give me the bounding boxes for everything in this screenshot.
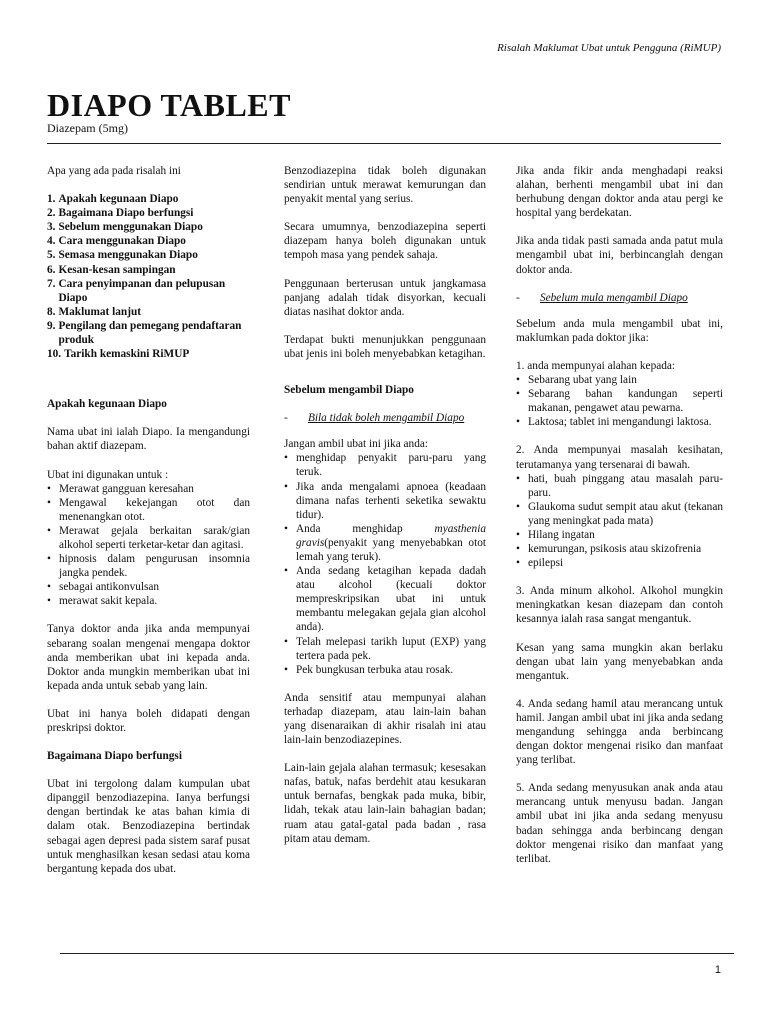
paragraph: 2. Anda mempunyai masalah kesihatan, terutamanya yang tersenarai di bawah. (516, 444, 723, 471)
paragraph: Jangan ambil ubat ini jika anda: (284, 438, 428, 451)
column-2 (284, 164, 486, 860)
table-of-contents (47, 192, 250, 361)
paragraph: 5. Anda sedang menyusukan anak anda atau merancang untuk menyusu badan. Jangan ambil ubat ini jika anda sedang menyusu badan sehingga anda berbincang dengan doktor mengenai risiko dan manfaat yang terlibat. (516, 782, 723, 865)
list-item: • Mengawal kekejangan otot dan menenangkan otot. (47, 496, 250, 524)
paragraph: Secara umumnya, benzodiazepina seperti diazepam hanya boleh digunakan untuk tempoh masa yang pendek sahaja. (284, 221, 486, 262)
paragraph: Benzodiazepina tidak boleh digunakan sendirian untuk merawat kemurungan dan penyakit mental yang serius. (284, 165, 486, 206)
contraindications-list (284, 451, 486, 677)
toc-item[interactable]: 2. Bagaimana Diapo berfungsi (47, 207, 194, 220)
document-title: DIAPO TABLET (47, 87, 291, 123)
list-item: • Anda menghidap myasthenia gravis(penyakit yang menyebabkan otot lemah yang teruk). (284, 522, 486, 564)
paragraph: Ubat ini hanya boleh didapati dengan preskripsi doktor. (47, 707, 250, 734)
paragraph: Sebelum anda mula mengambil ubat ini, maklumkan pada doktor jika: (516, 317, 723, 344)
paragraph: Jika anda tidak pasti samada anda patut mula mengambil ubat ini, berbincanglah dengan doktor anda. (516, 235, 723, 276)
section-heading-how-it-works: Bagaimana Diapo berfungsi (47, 750, 182, 763)
list-item: • Laktosa; tablet ini mengandungi laktosa. (516, 415, 723, 429)
paragraph: Tanya doktor anda jika anda mempunyai sebarang soalan mengenai mengapa doktor anda memberikan ubat ini kepada anda. Doktor anda mungkin memberikan ubat ini kepada anda untuk sebab yang lain. (47, 623, 250, 692)
toc-item[interactable]: 3. Sebelum menggunakan Diapo (47, 221, 203, 234)
list-item: • Merawat gejala berkaitan sarak/gian alkohol seperti terketar-ketar dan agitasi. (47, 524, 250, 552)
paragraph: 3. Anda minum alkohol. Alkohol mungkin meningkatkan kesan diazepam dan contoh kesannya ialah rasa sangat mengantuk. (516, 585, 723, 626)
list-item: • Glaukoma sudut sempit atau akut (tekanan yang meningkat pada mata) (516, 500, 723, 528)
section-heading-before-taking: Sebelum mengambil Diapo (284, 384, 414, 397)
document-subtitle: Diazepam (5mg) (47, 121, 128, 135)
subheading-contraindications: - Bila tidak boleh mengambil Diapo (284, 412, 465, 425)
health-conditions-list (516, 472, 723, 571)
paragraph: Anda sensitif atau mempunyai alahan terhadap diazepam, atau lain-lain bahan yang disenaraikan di akhir risalah ini atau lain-lain benzodiazepines. (284, 691, 486, 747)
list-item: • epilepsi (516, 556, 723, 570)
toc-item[interactable]: 8. Maklumat lanjut (47, 305, 142, 318)
toc-item[interactable]: 4. Cara menggunakan Diapo (47, 235, 186, 248)
paragraph: Penggunaan berterusan untuk jangkamasa panjang adalah tidak disyorkan, kecuali diatas nasihat doktor anda. (284, 277, 486, 318)
list-item: • sebagai antikonvulsan (47, 580, 250, 594)
uses-list (47, 482, 250, 609)
toc-item[interactable]: 10. Tarikh kemaskini RiMUP (47, 348, 190, 361)
paragraph: Terdapat bukti menunjukkan penggunaan ubat jenis ini boleh menyebabkan ketagihan. (284, 333, 486, 360)
running-header: Risalah Maklumat Ubat untuk Pengguna (RiMUP) (497, 42, 721, 54)
list-item: • Pek bungkusan terbuka atau rosak. (284, 663, 486, 677)
list-item: • menghidap penyakit paru-paru yang teruk. (284, 451, 486, 479)
paragraph: Ubat ini tergolong dalam kumpulan ubat dipanggil benzodiazepina. Ianya berfungsi dengan bertindak ke atas bahan kimia di dalam otak. Benzodiazepina bertindak sebagai agen depresi pada sistem saraf pusat untuk menghasilkan kesan sedasi atau koma bergantung kepada dos ubat. (47, 778, 250, 875)
paragraph: Jika anda fikir anda menghadapi reaksi alahan, berhenti mengambil ubat ini dan berhubung dengan doktor anda atau pergi ke hospital yang berdekatan. (516, 165, 723, 220)
list-item: • kemurungan, psikosis atau skizofrenia (516, 542, 723, 556)
section-heading-uses: Apakah kegunaan Diapo (47, 398, 167, 411)
page-number: 1 (714, 964, 721, 976)
paragraph: Nama ubat ini ialah Diapo. Ia mengandungi bahan aktif diazepam. (47, 426, 250, 453)
paragraph: Kesan yang sama mungkin akan berlaku dengan ubat lain yang menyebabkan anda mengantuk. (516, 641, 723, 682)
title-divider (47, 143, 721, 144)
paragraph: Lain-lain gejala alahan termasuk; kesesakan nafas, batuk, nafas berdehit atau kesukaran untuk bernafas, bengkak pada muka, bibir, lidah, tekak atau lain-lain bahagian badan; ruam atau gatal-gatal pada badan , rasa pitam atau demam. (284, 762, 486, 845)
toc-intro: Apa yang ada pada risalah ini (47, 165, 181, 177)
list-item: • hipnosis dalam pengurusan insomnia jangka pendek. (47, 552, 250, 580)
subheading-before-start: - Sebelum mula mengambil Diapo (516, 291, 688, 304)
list-item: • hati, buah pinggang atau masalah paru-paru. (516, 472, 723, 500)
paragraph: 1. anda mempunyai alahan kepada: (516, 359, 676, 372)
column-3 (516, 164, 723, 880)
toc-item[interactable]: 5. Semasa menggunakan Diapo (47, 249, 198, 262)
paragraph: 4. Anda sedang hamil atau merancang untuk hamil. Jangan ambil ubat ini jika anda sedang mengandung sehingga anda berbincang dengan doktor mengenai risiko dan manfaat yang terlibat. (516, 697, 723, 767)
toc-item[interactable]: 9. Pengilang dan pemegang pendaftaran produk (47, 319, 242, 347)
list-item: • Merawat gangguan keresahan (47, 482, 250, 496)
toc-item[interactable]: 7. Cara penyimpanan dan pelupusan Diapo (47, 277, 226, 304)
list-item: • Hilang ingatan (516, 528, 723, 542)
list-item: • Telah melepasi tarikh luput (EXP) yang tertera pada pek. (284, 635, 486, 663)
list-item: • Jika anda mengalami apnoea (keadaan dimana nafas terhenti seketika sewaktu tidur). (284, 480, 486, 522)
footer-divider (60, 953, 734, 954)
column-1 (47, 164, 250, 890)
toc-item[interactable]: 6. Kesan-kesan sampingan (47, 263, 176, 276)
list-item: • merawat sakit kepala. (47, 594, 250, 608)
list-item: • Sebarang bahan kandungan seperti makanan, pengawet atau pewarna. (516, 387, 723, 415)
toc-item[interactable]: 1. Apakah kegunaan Diapo (47, 193, 179, 206)
list-item: • Anda sedang ketagihan kepada dadah atau alcohol (kecuali doktor mempreskripsikan ubat ini untuk membantu melegakan gejala gian alcohol anda). (284, 564, 486, 634)
paragraph: Ubat ini digunakan untuk : (47, 468, 169, 481)
list-item: • Sebarang ubat yang lain (516, 373, 723, 387)
allergy-list (516, 373, 723, 429)
